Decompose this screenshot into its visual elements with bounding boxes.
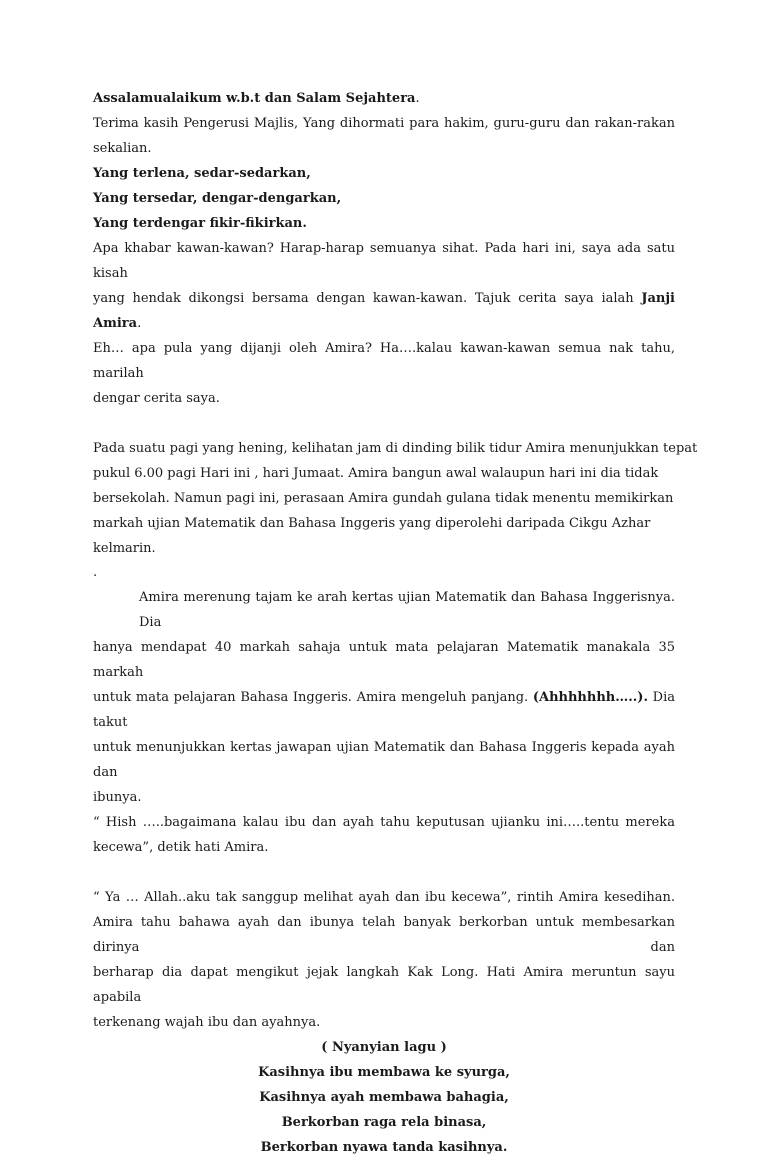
para1-line-4: markah ujian Matematik dan Bahasa Inggeris yang diperolehi daripada Cikgu Azhar [93, 516, 651, 531]
paragraph-gap [93, 411, 675, 436]
para1-line-5: kelmarin. [93, 541, 156, 556]
para2-text: untuk mata pelajaran Bahasa Inggeris. Amira mengeluh panjang. [93, 690, 533, 705]
pantun-line-2: Yang tersedar, dengar-dengarkan, [93, 191, 342, 206]
intro-line-3: Eh… apa pula yang dijanji oleh Amira? Ha….kalau kawan-kawan semua nak tahu, marilah [93, 341, 675, 381]
document-page [93, 86, 698, 1160]
song-line-4: Berkorban nyawa tanda kasihnya. [260, 1140, 508, 1155]
sigh-text: (Ahhhhhhh…..). [532, 690, 648, 705]
para2-line-4: untuk menunjukkan kertas jawapan ujian Matematik dan Bahasa Inggeris kepada ayah dan [93, 740, 675, 780]
quote1-line-1: “ Hish …..bagaimana kalau ibu dan ayah tahu keputusan ujianku ini…..tentu mereka [93, 815, 675, 830]
song-line-1: Kasihnya ibu membawa ke syurga, [258, 1065, 510, 1080]
para3-line-4: terkenang wajah ibu dan ayahnya. [93, 1015, 321, 1030]
para1-line-1: Pada suatu pagi yang hening, kelihatan jam di dinding bilik tidur Amira menunjukkan tepat [93, 441, 698, 456]
para3-line-2: Amira tahu bahawa ayah dan ibunya telah banyak berkorban untuk membesarkan dirinya dan [93, 915, 675, 955]
pantun-line-3: Yang terdengar fikir-fikirkan. [93, 216, 307, 231]
para2-line-3 [93, 685, 675, 735]
stray-dot: . [93, 565, 98, 580]
thanks-line-2: sekalian. [93, 141, 152, 156]
greeting-text: Assalamualaikum w.b.t dan Salam Sejahtera [93, 91, 416, 106]
song-line-2: Kasihnya ayah membawa bahagia, [259, 1090, 509, 1105]
intro-line-4: dengar cerita saya. [93, 391, 220, 406]
intro-line-1: Apa khabar kawan-kawan? Harap-harap semuanya sihat. Pada hari ini, saya ada satu kisah [93, 241, 675, 281]
song-title: ( Nyanyian lagu ) [321, 1040, 447, 1055]
story-title: Janji Amira [93, 291, 675, 331]
greeting-line [93, 86, 675, 111]
para1-line-2: pukul 6.00 pagi Hari ini , hari Jumaat. Amira bangun awal walaupun hari ini dia tidak [93, 466, 659, 481]
para2-text-end: Dia takut [93, 690, 675, 730]
paragraph-gap [93, 860, 675, 885]
song-line-3: Berkorban raga rela binasa, [281, 1115, 487, 1130]
intro-period: . [137, 316, 142, 331]
para2-line-5: ibunya. [93, 790, 142, 805]
thanks-line-1: Terima kasih Pengerusi Majlis, Yang dihormati para hakim, guru-guru dan rakan-rakan [93, 116, 675, 131]
para1-line-3: bersekolah. Namun pagi ini, perasaan Amira gundah gulana tidak menentu memikirkan [93, 491, 674, 506]
intro-text: yang hendak dikongsi bersama dengan kawan-kawan. Tajuk cerita saya ialah [93, 291, 642, 306]
quote1-line-2: kecewa”, detik hati Amira. [93, 840, 269, 855]
para2-line-1: Amira merenung tajam ke arah kertas ujian Matematik dan Bahasa Inggerisnya. Dia [139, 590, 675, 630]
greeting-period: . [415, 91, 420, 106]
para2-line-2: hanya mendapat 40 markah sahaja untuk mata pelajaran Matematik manakala 35 markah [93, 640, 675, 680]
para3-line-1: “ Ya … Allah..aku tak sanggup melihat ayah dan ibu kecewa”, rintih Amira kesedihan. [93, 890, 675, 905]
intro-line-2 [93, 286, 675, 336]
para3-line-3: berharap dia dapat mengikut jejak langkah Kak Long. Hati Amira meruntun sayu apabila [93, 965, 675, 1005]
pantun-line-1: Yang terlena, sedar-sedarkan, [93, 166, 311, 181]
